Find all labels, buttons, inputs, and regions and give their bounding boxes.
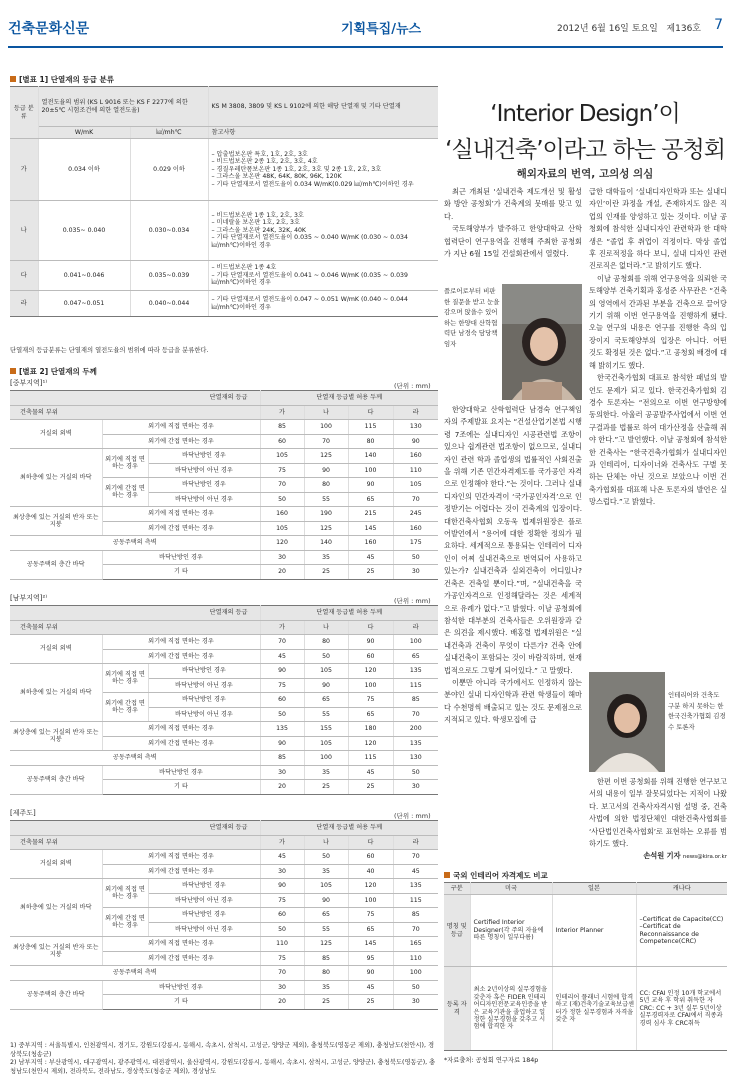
compare-jp: Interior Planner <box>552 895 636 967</box>
table2-cell: 가 <box>260 620 304 635</box>
table2-cell: 125 <box>304 937 348 952</box>
table2-cell: 50 <box>304 649 348 664</box>
table2-cell: 라 <box>393 405 438 420</box>
part-label: 건축물의 부위 <box>10 620 260 635</box>
table2-cell: 45 <box>260 850 304 865</box>
table2-cell: 외기에 간접 면하는 경우 <box>102 736 260 751</box>
table2-cell: 외기에 간접 면하는 경우 <box>102 649 260 664</box>
table2-cell: 30 <box>393 995 438 1010</box>
table2-cell: 25 <box>304 995 348 1010</box>
table2-cell: 80 <box>348 434 393 449</box>
table2-cell: 35 <box>304 864 348 879</box>
table2-cell: 50 <box>393 550 438 565</box>
table2-cell: 80 <box>304 478 348 493</box>
compare-row-label: 등록 자격 <box>444 967 470 1051</box>
table2-cell: 200 <box>393 722 438 737</box>
allow-label: 단열재 등급별 허용 두께 <box>260 606 438 621</box>
table2-cell: 60 <box>348 850 393 865</box>
table2-cell: 70 <box>393 850 438 865</box>
table2-cell: 105 <box>304 879 348 894</box>
table1-kcal: 0.035~0.039 <box>130 261 208 291</box>
table2-cell: 라 <box>393 620 438 635</box>
table2-cell: 최하층에 있는 거실의 바닥 <box>10 449 102 507</box>
table2-cell: 115 <box>393 678 438 693</box>
table2-cell: 공동주택의 층간 바닥 <box>10 980 102 1009</box>
table2-cell: 140 <box>348 449 393 464</box>
table2-region-table <box>10 820 438 1010</box>
square-bullet-icon <box>10 368 16 374</box>
table2-cell: 90 <box>260 879 304 894</box>
unit-label: (단위 : mm) <box>394 382 431 390</box>
table2-cell: 110 <box>393 463 438 478</box>
table2-cell: 45 <box>348 550 393 565</box>
region-name: [제주도] <box>10 809 36 817</box>
table2-cell: 90 <box>348 635 393 650</box>
masthead: 건축문화신문 <box>8 21 90 37</box>
page-header <box>8 0 723 48</box>
table2-cell: 55 <box>304 922 348 937</box>
table2-cell: 외기에 직접 면하는 경우 <box>102 850 260 865</box>
table2-cell: 70 <box>393 707 438 722</box>
table1-notes: – 비드법보온판 1종 4호 – 기타 단열재로서 열전도율이 0.041 ~ 0.046 W/mK (0.035 ~ 0.039 ㎉/mh℃)이하인 경우 <box>208 261 438 291</box>
table2-cell: 외기에 직접 면하는 경우 <box>102 449 148 478</box>
table2-cell: 공동주택의 측벽 <box>10 536 260 551</box>
article-col2-bottom: 한편 이번 공청회를 위해 진행한 연구보고서의 내용이 일부 잘못되었다는 지적이 나왔다. 보고서의 건축사자격시험 설명 중, 건축사법에 의한 법정단체인 대한건축사협회를 ‘사단법인건축사협회’로 표현하는 오류를 범하기도 했다. 손석원 기자 news@kira.or.kr <box>589 777 727 861</box>
table2-cell: 75 <box>348 908 393 923</box>
table2-cell: 25 <box>304 780 348 795</box>
table1-unit: W/mK <box>38 127 130 139</box>
unit-label: (단위 : mm) <box>394 597 431 605</box>
table2-cell: 공동주택의 층간 바닥 <box>10 550 102 579</box>
table2-cell: 75 <box>348 693 393 708</box>
table2-cell: 100 <box>348 893 393 908</box>
table2-cell: 85 <box>304 951 348 966</box>
table2-cell: 60 <box>260 693 304 708</box>
table2-cell: 65 <box>348 492 393 507</box>
table2-cell: 65 <box>348 922 393 937</box>
table2-cell: 기 타 <box>102 995 260 1010</box>
table2-cell: 120 <box>348 879 393 894</box>
allow-label: 단열재 등급별 허용 두께 <box>260 821 438 836</box>
table2-cell: 100 <box>304 420 348 435</box>
table2-cell: 20 <box>260 995 304 1010</box>
table2-cell: 다 <box>348 620 393 635</box>
table2-cell: 115 <box>348 751 393 766</box>
table2-cell: 다 <box>348 405 393 420</box>
table2-cell: 75 <box>260 893 304 908</box>
table2-cell: 65 <box>304 908 348 923</box>
table2-cell: 245 <box>393 507 438 522</box>
compare-ca: CC: CFAI 인정 10개 학교에서 5년 교육 후 학위 취득한 자 CRC: CC + 3년 실무 5년이상 실무경력자로 CFAI에서 직종과 경력 심사 후 CRC취득 <box>636 967 727 1051</box>
issue-date: 2012년 6월 16일 토요일 제136호 <box>556 24 701 34</box>
article-headline: ‘Interior Design’이 ‘실내건축’이라고 하는 공청회 <box>445 101 725 163</box>
table2-cell: 45 <box>348 765 393 780</box>
square-bullet-icon <box>444 872 450 878</box>
table1-kcal: 0.029 이하 <box>130 139 208 201</box>
table2-cell: 50 <box>260 922 304 937</box>
table2-cell: 30 <box>393 565 438 580</box>
photo-panelist-woman <box>589 672 665 772</box>
table1-head-grade: 등급 분류 <box>10 87 38 139</box>
table2-cell: 외기에 간접 면하는 경우 <box>102 478 148 507</box>
table2-cell: 105 <box>260 521 304 536</box>
table2-cell: 거실의 외벽 <box>10 850 102 879</box>
compare-title: 국외 인테리어 자격제도 비교 <box>444 870 548 881</box>
table2-cell: 80 <box>304 966 348 981</box>
table2-cell: 공동주택의 층간 바닥 <box>10 765 102 794</box>
table2-cell: 25 <box>304 565 348 580</box>
table2-cell: 90 <box>348 966 393 981</box>
table2-cell: 45 <box>393 864 438 879</box>
table2-cell: 215 <box>348 507 393 522</box>
table2-cell: 공동주택의 측벽 <box>10 966 260 981</box>
table2-cell: 35 <box>304 980 348 995</box>
table2-cell: 바닥난방이 아닌 경우 <box>148 707 260 722</box>
table2-cell: 외기에 직접 면하는 경우 <box>102 879 148 908</box>
table2-cell: 145 <box>348 521 393 536</box>
table2-cell: 180 <box>348 722 393 737</box>
table2-cell: 105 <box>304 736 348 751</box>
table2-cell: 70 <box>260 478 304 493</box>
page-number: 7 <box>714 17 723 33</box>
unit-label: (단위 : mm) <box>394 812 431 820</box>
table2-cell: 120 <box>348 736 393 751</box>
compare-ca: –Certificat de Capacite(CC) –Certificat de Reconnaissance de Competence(CRC) <box>636 895 727 967</box>
region-name: [중부지역]¹⁾ <box>10 379 48 387</box>
compare-row-label: 명칭 및 등급 <box>444 895 470 967</box>
table2-cell: 외기에 직접 면하는 경우 <box>102 937 260 952</box>
table1-title: [별표 1] 단열재의 등급 분류 <box>10 74 114 85</box>
table2-cell: 50 <box>393 765 438 780</box>
table2-cell: 최상층에 있는 거실의 반자 또는 지붕 <box>10 507 102 536</box>
table2-cell: 90 <box>348 478 393 493</box>
table2-cell: 145 <box>348 937 393 952</box>
table2-cell: 85 <box>393 693 438 708</box>
photo-speaker-woman <box>502 284 582 400</box>
table1-grade: 다 <box>10 261 38 291</box>
table2-cell: 160 <box>393 449 438 464</box>
compare-jp: 인테리어 플래너 시험에 합격하고 (재)건축기술교육보급센터가 정한 실무경험과 자격을 갖춘 자 <box>552 967 636 1051</box>
table2-cell: 외기에 간접 면하는 경우 <box>102 693 148 722</box>
compare-head: 일본 <box>552 883 636 895</box>
table1-wmk: 0.041~0.046 <box>38 261 130 291</box>
table2-cell: 100 <box>348 678 393 693</box>
article-subheadline: 해외자료의 번역, 고의성 의심 <box>516 168 654 180</box>
table1-unit: ㎉/mh℃ <box>130 127 208 139</box>
table2-cell: 50 <box>304 850 348 865</box>
table1-grade: 나 <box>10 201 38 261</box>
table1-unit: 참고사항 <box>208 127 438 139</box>
table2-cell: 85 <box>260 420 304 435</box>
table2-cell: 130 <box>393 420 438 435</box>
table2-cell: 70 <box>393 492 438 507</box>
table2-cell: 90 <box>304 678 348 693</box>
table2-cell: 100 <box>348 463 393 478</box>
table2-cell: 외기에 간접 면하는 경우 <box>102 434 260 449</box>
table2-cell: 바닥난방인 경우 <box>148 449 260 464</box>
table2-cell: 190 <box>304 507 348 522</box>
table2-cell: 100 <box>393 966 438 981</box>
article-col1-top: 최근 개최된 ‘실내건축 제도개선 및 활성화 방안 공청회’가 건축계의 뭇매를 맞고 있다. 국토해양부가 발주하고 한양대학교 산학협력단이 연구용역을 진행해 주최한 공청회가 지난 6월 15일 건설회관에서 열렸다. <box>444 187 582 259</box>
table2-cell: 45 <box>260 649 304 664</box>
table2-cell: 바닥난방이 아닌 경우 <box>148 893 260 908</box>
table2-cell: 바닥난방이 아닌 경우 <box>148 922 260 937</box>
table2-cell: 외기에 직접 면하는 경우 <box>102 664 148 693</box>
table2-cell: 65 <box>393 649 438 664</box>
table2-cell: 115 <box>348 420 393 435</box>
table2-cell: 85 <box>393 908 438 923</box>
table2-cell: 70 <box>260 635 304 650</box>
section-title: 기획특집/뉴스 <box>341 22 422 37</box>
table2-cell: 25 <box>348 995 393 1010</box>
table2-cell: 35 <box>304 765 348 780</box>
table2-cell: 80 <box>304 635 348 650</box>
table2-cell: 155 <box>304 722 348 737</box>
table2-cell: 120 <box>348 664 393 679</box>
table2-cell: 바닥난방인 경우 <box>102 980 260 995</box>
table2-cell: 가 <box>260 835 304 850</box>
table1-grade: 가 <box>10 139 38 201</box>
table2-region-table <box>10 605 438 795</box>
table2-cell: 외기에 간접 면하는 경우 <box>102 864 260 879</box>
table2-cell: 외기에 직접 면하는 경우 <box>102 420 260 435</box>
article-col2-top: 급한 대학들이 ‘실내디자인학과 또는 실내디자인’이란 과정을 개설, 존재하지도 않은 직업의 인재를 양성하고 있는 것이다. 이날 공청회에 참석한 실내디자인 관련학과 한 대학생은 “졸업 후 취업이 걱정이다. 막상 졸업 후 진로적정을 하다 보니, 실내 디자인 관련 진로직은 없더라.”고 밝히기도 했다. 이날 공청회를 위해 연구용역을 의뢰한 국토해양부 건축기획과 홍성준 사무관은 “건축의 영역에서 간과된 부분을 건축으로 끌어당기기 위해 이번 연구용역을 진행하게 됐다. 오늘 연구의 내용은 연구를 진행한 측의 입장이지 국토해양부의 입장은 아니다. 어떤 것도 확정된 것은 없다.”고 공청회 배경에 대해 밝히기도 했다. 한국건축가협회 대표로 참석한 패널의 발언도 문제가 되고 있다. 한국건축가협회 김경수 토론자는 “전의으로 이번 연구방향에 동의한다. 아울러 공공발주사업에서 이번 연구결과를 법률로 하여 대가산정을 산출해 줘야 한다.”고 발언했다. 이날 공청회에 참석한 한 건축사는 “한국건축가협회가 실내디자인과 인테리어, 디자이너와 건축사도 구별 못하는 단체는 아닌 것으로 보았으나 이번 건축가협회를 대표해 나온 토론자의 발언은 실망스럽다.”고 밝혔다. <box>589 187 727 507</box>
table2-cell: 바닥난방인 경우 <box>148 478 260 493</box>
table2-cell: 125 <box>304 521 348 536</box>
table2-cell: 최상층에 있는 거실의 반자 또는 지붕 <box>10 937 102 966</box>
table2-footnote-1: 1) 중부지역 : 서울특별시, 인천광역시, 경기도, 강원도(강릉시, 동해시, 속초시, 삼척시, 고성군, 양양군 제외), 충청북도(영동군 제외), 충청남도(천안시), 경상북도(청송군) <box>10 1042 435 1059</box>
table2-cell: 최하층에 있는 거실의 바닥 <box>10 879 102 937</box>
table2-cell: 65 <box>348 707 393 722</box>
article-col1-bottom: 한양대학교 산학협력단 남경숙 연구책임자의 주제발표 요지는 “건설산업기본법 시행령 7조에는 실내디자인 시공관련법 조항이 있으나 쉽게관련 법조항이 없으므로, 실내디자인 관련 학과 졸업생의 법률적인 사회진출을 위해 기존 민간자격제도를 국가공인 자격으로 인정해야 한다.”는 것이다. 그러나 실내디자인의 민간자격이 ‘국가공인자격’으로 인정받기는 어렵다는 것이 건축계의 입장이다. 대한건축사협회 오동욱 법제위원장은 플로어발언에서 “용어에 대한 정확한 정의가 필요하다. 세계적으로 통용되는 인테리어 디자인이 어찌 실내건축으로 번역되어 사용하고 있는가? 실내건축과 실외건축이 어디있나? 건축은 건축일 뿐이다.”며, “실내건축을 국가공인자격으로 인정해달라는 것은 세계적으로 유례가 없다.”고 밝혔다. 이날 공청회에 참석한 대부분의 건축사들은 오위원장과 같은 의견을 제시했다. 배홍렬 법제위원은 “실내건축과 건축이 무엇이 다른가? 건축 안에 실내건축이 포함되는 것이 바람직하며, 현재 법적으로도 그렇게 되어있다.” 고 말했다. 이뿐만 아니라 국가에서도 인정하지 않는 분야인 실내 디자인학과 관련 학생들이 해마다 수천명씩 배출되고 있는 것도 문제점으로 지적되고 있다. 학생모집에 급 <box>444 405 582 725</box>
part-label: 건축물의 부위 <box>10 405 260 420</box>
compare-us: Certified Interior Designer(각 주의 자율에 따른 명칭이 일부다름) <box>470 895 552 967</box>
table2-cell: 55 <box>304 707 348 722</box>
table2-cell: 140 <box>304 536 348 551</box>
photo1-caption: 플로어로부터 비판한 질문을 받고 눈을 감으며 앉을수 있어 하는 한양대 산학협력단 남경숙 담당책임자 <box>444 287 500 348</box>
table2-cell: 거실의 외벽 <box>10 635 102 664</box>
table2-cell: 가 <box>260 405 304 420</box>
table2-cell: 135 <box>260 722 304 737</box>
table2-cell: 120 <box>260 536 304 551</box>
table2-cell: 135 <box>393 879 438 894</box>
table2-cell: 기 타 <box>102 780 260 795</box>
grade-label: 단열재의 등급 <box>10 606 260 621</box>
table2-cell: 외기에 직접 면하는 경우 <box>102 507 260 522</box>
compare-us: 최소 2년이상의 실무경험을 갖춘자 혹은 FIDER 인테리어디자인전문교육인증을 받은 교육기관을 졸업하고 일정한 실무경험을 갖추고 시험에 합격한 자 <box>470 967 552 1051</box>
compare-head: 구분 <box>444 883 470 895</box>
table2-cell: 125 <box>304 449 348 464</box>
table2-cell: 라 <box>393 835 438 850</box>
table2-cell: 50 <box>393 980 438 995</box>
table2-cell: 160 <box>393 521 438 536</box>
compare-table <box>444 882 727 1051</box>
byline: 손석원 기자 <box>643 851 681 861</box>
table2-cell: 30 <box>260 864 304 879</box>
table2-cell: 160 <box>348 536 393 551</box>
table2-cell: 175 <box>393 536 438 551</box>
table1-grade-classification <box>10 86 438 317</box>
square-bullet-icon <box>10 76 16 82</box>
table2-cell: 25 <box>348 780 393 795</box>
table2-cell: 60 <box>260 908 304 923</box>
table2-cell: 105 <box>393 478 438 493</box>
table2-cell: 105 <box>304 664 348 679</box>
table2-cell: 30 <box>260 980 304 995</box>
table2-cell: 130 <box>393 751 438 766</box>
table2-cell: 나 <box>304 405 348 420</box>
table2-cell: 나 <box>304 620 348 635</box>
table2-cell: 90 <box>260 664 304 679</box>
table2-cell: 30 <box>393 780 438 795</box>
table1-kcal: 0.030~0.034 <box>130 201 208 261</box>
table2-cell: 40 <box>348 864 393 879</box>
table2-cell: 20 <box>260 565 304 580</box>
table2-cell: 바닥난방이 아닌 경우 <box>148 492 260 507</box>
table2-cell: 90 <box>260 736 304 751</box>
table2-cell: 60 <box>348 649 393 664</box>
table2-cell: 110 <box>260 937 304 952</box>
table2-cell: 거실의 외벽 <box>10 420 102 449</box>
table2-cell: 50 <box>260 707 304 722</box>
table2-cell: 90 <box>393 434 438 449</box>
allow-label: 단열재 등급별 허용 두께 <box>260 391 438 406</box>
table2-cell: 외기에 직접 면하는 경우 <box>102 635 260 650</box>
table2-cell: 외기에 간접 면하는 경우 <box>102 521 260 536</box>
table2-cell: 30 <box>260 765 304 780</box>
table2-cell: 135 <box>393 736 438 751</box>
table1-grade: 라 <box>10 291 38 317</box>
table2-cell: 85 <box>260 751 304 766</box>
table2-cell: 55 <box>304 492 348 507</box>
grade-label: 단열재의 등급 <box>10 821 260 836</box>
table2-cell: 바닥난방인 경우 <box>148 879 260 894</box>
table1-notes: – 비드법보온판 1종 1호, 2호, 3호 – 미네랄울 보온판 1호, 2호, 3호 – 그라스울 보온판 24K, 32K, 40K – 기타 단열재로서 열전도율이 0.035 ~ 0.040 W/mK (0.030 ~ 0.034 ㎉/mh℃)이하인 경우 <box>208 201 438 261</box>
table2-cell: 95 <box>348 951 393 966</box>
table2-cell: 외기에 간접 면하는 경우 <box>102 951 260 966</box>
table1-wmk: 0.047~0.051 <box>38 291 130 317</box>
table2-cell: 70 <box>393 922 438 937</box>
table2-footnote-2: 2) 남부지역 : 부산광역시, 대구광역시, 광주광역시, 대전광역시, 울산광역시, 강원도(강릉시, 동해시, 속초시, 삼척시, 고성군, 양양군), 충청북도(영동군), 충청남도(천안시 제외), 전라북도, 전라남도, 경상북도(청송군 제외), 경상남도 <box>10 1059 436 1075</box>
table2-cell: 90 <box>304 463 348 478</box>
table1-head-range: 열전도율의 범위 (KS L 9016 또는 KS F 2277에 의한 20±5℃ 시험조건에 의한 열전도율) <box>38 87 208 127</box>
table2-cell: 30 <box>260 550 304 565</box>
table2-cell: 75 <box>260 678 304 693</box>
table2-cell: 외기에 간접 면하는 경우 <box>102 908 148 937</box>
part-label: 건축물의 부위 <box>10 835 260 850</box>
table2-cell: 바닥난방인 경우 <box>102 765 260 780</box>
table2-cell: 165 <box>393 937 438 952</box>
table2-cell: 바닥난방인 경우 <box>102 550 260 565</box>
table2-cell: 바닥난방이 아닌 경우 <box>148 463 260 478</box>
table2-cell: 25 <box>348 565 393 580</box>
table2-cell: 외기에 직접 면하는 경우 <box>102 722 260 737</box>
table2-cell: 160 <box>260 507 304 522</box>
table2-cell: 60 <box>260 434 304 449</box>
compare-source: *자료출처: 공청회 연구자료 184p <box>444 1057 539 1064</box>
table2-cell: 110 <box>393 951 438 966</box>
table1-footnote: 단열재의 등급분류는 단열재의 열전도율의 범위에 따라 등급을 분류한다. <box>10 347 209 354</box>
table2-cell: 100 <box>304 751 348 766</box>
table1-head-materials: KS M 3808, 3809 및 KS L 9102에 의한 해당 단열재 및 기타 단열재 <box>208 87 438 127</box>
table2-cell: 나 <box>304 835 348 850</box>
table1-notes: – 기타 단열재로서 열전도율이 0.047 ~ 0.051 W/mK (0.040 ~ 0.044 ㎉/mh℃)이하인 경우 <box>208 291 438 317</box>
region-name: [남부지역]²⁾ <box>10 594 48 602</box>
table2-cell: 75 <box>260 951 304 966</box>
table2-cell: 90 <box>304 893 348 908</box>
photo2-caption: 인테리어와 건축도 구분 하지 못하는 한 한국건축가협회 김경수 토론자 <box>668 691 726 731</box>
table2-cell: 100 <box>393 635 438 650</box>
table2-cell: 75 <box>260 463 304 478</box>
table2-cell: 65 <box>304 693 348 708</box>
table2-cell: 45 <box>348 980 393 995</box>
table2-cell: 기 타 <box>102 565 260 580</box>
byline-email: news@kira.or.kr <box>682 854 727 861</box>
compare-head: 미국 <box>470 883 552 895</box>
table2-cell: 공동주택의 측벽 <box>10 751 260 766</box>
table2-cell: 최하층에 있는 거실의 바닥 <box>10 664 102 722</box>
compare-head: 캐나다 <box>636 883 727 895</box>
table1-notes: – 압출법보온판 특호, 1호, 2호, 3호 – 비드법보온판 2종 1호, 2호, 3호, 4호 – 경질우레탄폼보온판 1종 1호, 2호, 3호 및 2종 1호, 2호, 3호 – 그라스울 보온판 48K, 64K, 80K, 96K, 120K – 기타 단열재로서 열전도율이 0.034 W/mK(0.029 ㎉/mh℃)이하인 경우 <box>208 139 438 201</box>
table2-cell: 최상층에 있는 거실의 반자 또는 지붕 <box>10 722 102 751</box>
table2-cell: 바닥난방인 경우 <box>148 908 260 923</box>
table2-cell: 바닥난방이 아닌 경우 <box>148 678 260 693</box>
table2-cell: 바닥난방인 경우 <box>148 693 260 708</box>
table1-wmk: 0.034 이하 <box>38 139 130 201</box>
header-rule <box>8 46 723 48</box>
table2-cell: 50 <box>260 492 304 507</box>
table2-cell: 105 <box>260 449 304 464</box>
table2-cell: 115 <box>393 893 438 908</box>
table2-cell: 70 <box>304 434 348 449</box>
table2-cell: 135 <box>393 664 438 679</box>
grade-label: 단열재의 등급 <box>10 391 260 406</box>
table2-cell: 바닥난방인 경우 <box>148 664 260 679</box>
table1-wmk: 0.035~ 0.040 <box>38 201 130 261</box>
table1-kcal: 0.040~0.044 <box>130 291 208 317</box>
table2-cell: 70 <box>260 966 304 981</box>
table2-cell: 다 <box>348 835 393 850</box>
table2-title: [별표 2] 단열재의 두께 <box>10 366 97 377</box>
table2-region-table <box>10 390 438 580</box>
table2-cell: 35 <box>304 550 348 565</box>
table2-cell: 20 <box>260 780 304 795</box>
